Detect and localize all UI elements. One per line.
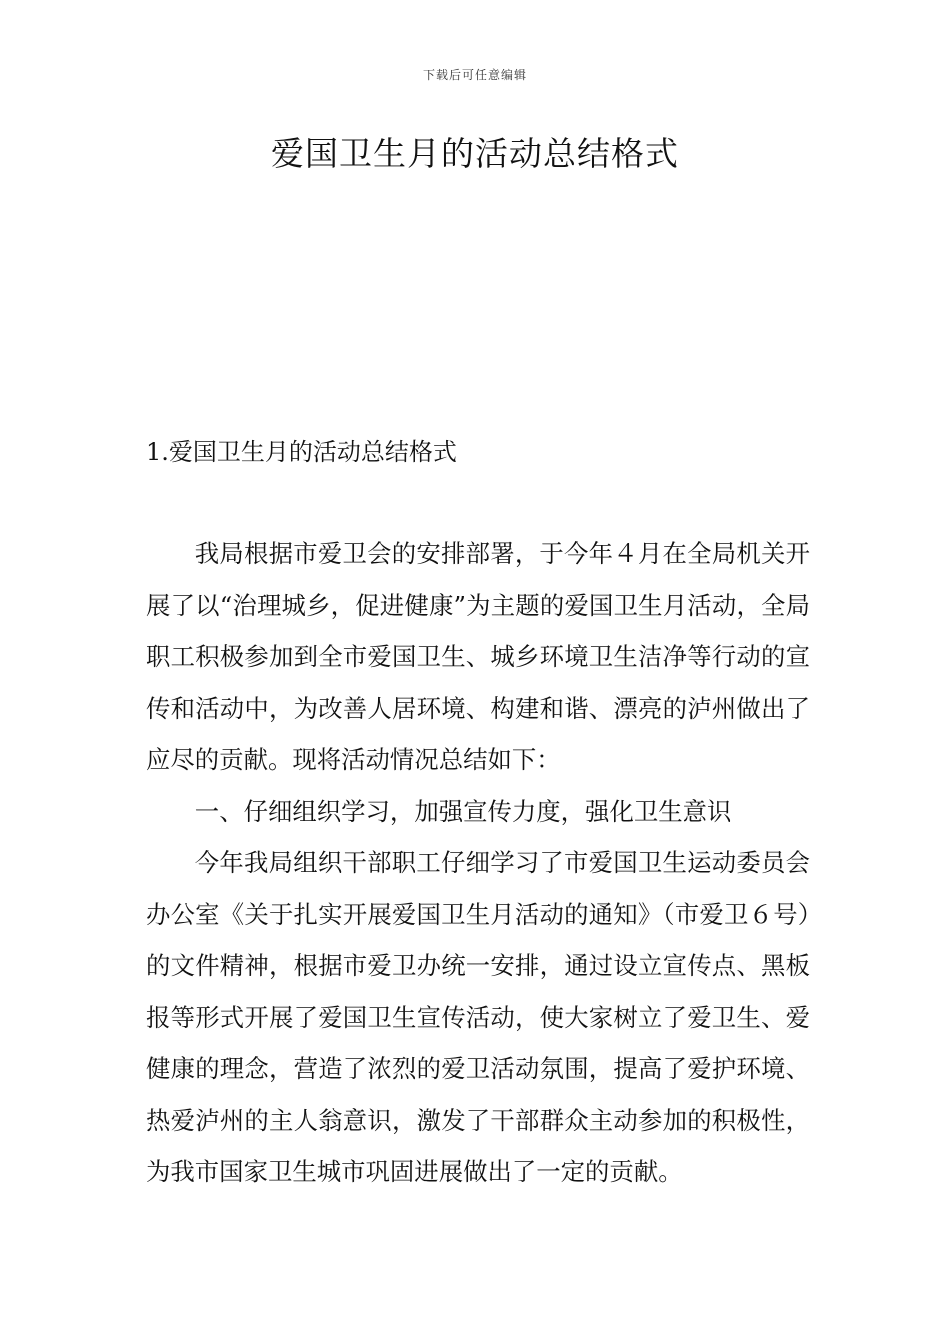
paragraph-subheading: 一、仔细组织学习，加强宣传力度，强化卫生意识 [194, 796, 732, 826]
paragraph-body: 今年我局组织干部职工仔细学习了市爱国卫生运动委员会办公室《关于扎实开展爱国卫生月活动的通知》（市爱卫６号）的文件精神，根据市爱卫办统一安排，通过设立宣传点、黑板报等形式开展了爱国卫生宣传活动，使大家树立了爱卫生、爱健康的理念，营造了浓烈的爱卫活动氛围，提高了爱护环境、热爱泸州的主人翁意识，激发了干部群众主动参加的积极性，为我市国家卫生城市巩固进展做出了一定的贡献。 [146, 848, 810, 1186]
header-note: 下载后可任意编辑 [422, 68, 527, 82]
section-heading: 1.爱国卫生月的活动总结格式 [146, 438, 457, 466]
body-text [146, 528, 810, 1198]
document-title: 爱国卫生月的活动总结格式 [271, 134, 679, 173]
paragraph-intro: 我局根据市爱卫会的安排部署，于今年４月在全局机关开展了以“治理城乡，促进健康”为主题的爱国卫生月活动，全局职工积极参加到全市爱国卫生、城乡环境卫生洁净等行动的宣传和活动中，为改善人居环境、构建和谐、漂亮的泸州做出了应尽的贡献。现将活动情况总结如下： [146, 539, 810, 774]
